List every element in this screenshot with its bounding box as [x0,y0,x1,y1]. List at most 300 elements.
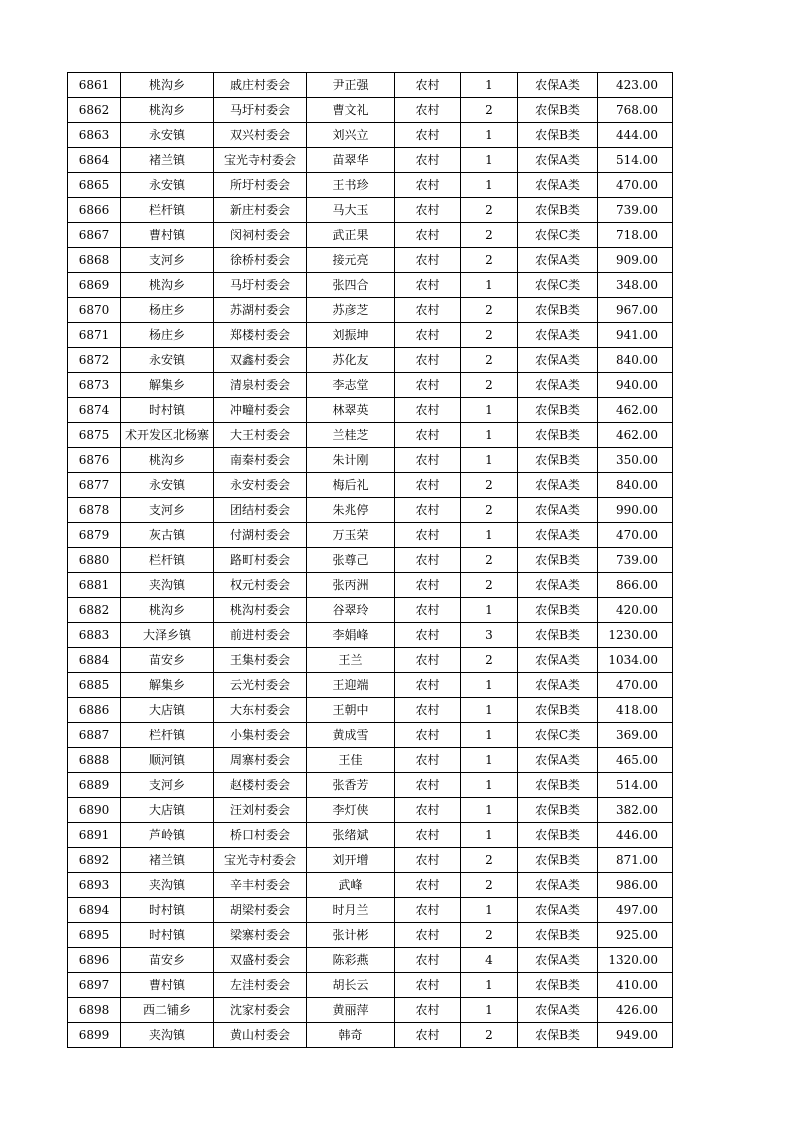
persons-count-cell: 4 [461,948,518,973]
name-cell: 张尊己 [307,548,395,573]
table-row [68,798,673,823]
township-cell: 支河乡 [121,498,214,523]
insurance-category-cell: 农保B类 [518,798,598,823]
persons-count-cell: 2 [461,473,518,498]
persons-count-cell: 1 [461,123,518,148]
amount-cell: 444.00 [598,123,673,148]
insurance-category-cell: 农保B类 [518,98,598,123]
household-type-cell: 农村 [395,523,461,548]
table-row [68,1023,673,1048]
household-type-cell: 农村 [395,498,461,523]
table-row [68,423,673,448]
insurance-category-cell: 农保B类 [518,123,598,148]
amount-cell: 871.00 [598,848,673,873]
persons-count-cell: 2 [461,573,518,598]
household-type-cell: 农村 [395,298,461,323]
row-number-cell: 6878 [68,498,121,523]
persons-count-cell: 1 [461,673,518,698]
insurance-category-cell: 农保B类 [518,698,598,723]
amount-cell: 462.00 [598,398,673,423]
row-number-cell: 6877 [68,473,121,498]
village-committee-cell: 苏湖村委会 [214,298,307,323]
amount-cell: 986.00 [598,873,673,898]
name-cell: 谷翠玲 [307,598,395,623]
table-row [68,398,673,423]
household-type-cell: 农村 [395,123,461,148]
insurance-category-cell: 农保B类 [518,423,598,448]
name-cell: 刘兴立 [307,123,395,148]
insurance-category-cell: 农保A类 [518,173,598,198]
persons-count-cell: 1 [461,598,518,623]
persons-count-cell: 2 [461,923,518,948]
row-number-cell: 6872 [68,348,121,373]
amount-cell: 1320.00 [598,948,673,973]
village-committee-cell: 戚庄村委会 [214,73,307,98]
amount-cell: 925.00 [598,923,673,948]
table-row [68,848,673,873]
row-number-cell: 6895 [68,923,121,948]
amount-cell: 949.00 [598,1023,673,1048]
village-committee-cell: 沈家村委会 [214,998,307,1023]
table-row [68,73,673,98]
insurance-category-cell: 农保B类 [518,598,598,623]
table-row [68,898,673,923]
village-committee-cell: 云光村委会 [214,673,307,698]
village-committee-cell: 清泉村委会 [214,373,307,398]
township-cell: 解集乡 [121,673,214,698]
village-committee-cell: 左洼村委会 [214,973,307,998]
persons-count-cell: 1 [461,423,518,448]
table-row [68,823,673,848]
village-committee-cell: 马圩村委会 [214,273,307,298]
amount-cell: 1034.00 [598,648,673,673]
table-row [68,473,673,498]
table-row [68,323,673,348]
village-committee-cell: 双盛村委会 [214,948,307,973]
township-cell: 顺河镇 [121,748,214,773]
amount-cell: 967.00 [598,298,673,323]
township-cell: 解集乡 [121,373,214,398]
household-type-cell: 农村 [395,798,461,823]
insurance-category-cell: 农保A类 [518,673,598,698]
persons-count-cell: 1 [461,998,518,1023]
household-type-cell: 农村 [395,173,461,198]
row-number-cell: 6873 [68,373,121,398]
table-row [68,673,673,698]
township-cell: 褚兰镇 [121,148,214,173]
persons-count-cell: 1 [461,823,518,848]
row-number-cell: 6893 [68,873,121,898]
household-type-cell: 农村 [395,623,461,648]
insurance-category-cell: 农保A类 [518,73,598,98]
row-number-cell: 6876 [68,448,121,473]
insurance-category-cell: 农保B类 [518,1023,598,1048]
household-type-cell: 农村 [395,848,461,873]
household-type-cell: 农村 [395,923,461,948]
township-cell: 桃沟乡 [121,598,214,623]
name-cell: 李娟峰 [307,623,395,648]
persons-count-cell: 2 [461,198,518,223]
table-row [68,873,673,898]
township-cell: 曹村镇 [121,973,214,998]
township-cell: 褚兰镇 [121,848,214,873]
name-cell: 王迎端 [307,673,395,698]
table-row [68,373,673,398]
table-row [68,923,673,948]
row-number-cell: 6868 [68,248,121,273]
insurance-category-cell: 农保A类 [518,648,598,673]
insurance-category-cell: 农保B类 [518,823,598,848]
row-number-cell: 6899 [68,1023,121,1048]
township-cell: 支河乡 [121,248,214,273]
persons-count-cell: 1 [461,748,518,773]
row-number-cell: 6897 [68,973,121,998]
township-cell: 时村镇 [121,923,214,948]
name-cell: 曹文礼 [307,98,395,123]
household-type-cell: 农村 [395,198,461,223]
village-committee-cell: 宝光寺村委会 [214,848,307,873]
amount-cell: 465.00 [598,748,673,773]
name-cell: 张丙洲 [307,573,395,598]
township-cell: 术开发区北杨寨 [121,423,214,448]
insurance-category-cell: 农保A类 [518,498,598,523]
name-cell: 林翠英 [307,398,395,423]
village-committee-cell: 双兴村委会 [214,123,307,148]
row-number-cell: 6863 [68,123,121,148]
amount-cell: 497.00 [598,898,673,923]
village-committee-cell: 汪刘村委会 [214,798,307,823]
row-number-cell: 6883 [68,623,121,648]
amount-cell: 866.00 [598,573,673,598]
table-row [68,548,673,573]
persons-count-cell: 1 [461,898,518,923]
village-committee-cell: 大王村委会 [214,423,307,448]
name-cell: 李灯侠 [307,798,395,823]
table-row [68,598,673,623]
name-cell: 刘振坤 [307,323,395,348]
village-committee-cell: 永安村委会 [214,473,307,498]
township-cell: 夹沟镇 [121,573,214,598]
township-cell: 杨庄乡 [121,323,214,348]
insurance-category-cell: 农保C类 [518,723,598,748]
township-cell: 时村镇 [121,398,214,423]
name-cell: 梅后礼 [307,473,395,498]
row-number-cell: 6874 [68,398,121,423]
amount-cell: 941.00 [598,323,673,348]
township-cell: 永安镇 [121,473,214,498]
insurance-category-cell: 农保B类 [518,973,598,998]
name-cell: 王兰 [307,648,395,673]
name-cell: 张四合 [307,273,395,298]
name-cell: 时月兰 [307,898,395,923]
table-row [68,198,673,223]
row-number-cell: 6891 [68,823,121,848]
amount-cell: 514.00 [598,773,673,798]
amount-cell: 350.00 [598,448,673,473]
insurance-category-cell: 农保B类 [518,848,598,873]
amount-cell: 420.00 [598,598,673,623]
name-cell: 张香芳 [307,773,395,798]
household-type-cell: 农村 [395,773,461,798]
insurance-category-cell: 农保A类 [518,473,598,498]
village-committee-cell: 闵祠村委会 [214,223,307,248]
persons-count-cell: 1 [461,173,518,198]
row-number-cell: 6879 [68,523,121,548]
table-row [68,498,673,523]
township-cell: 时村镇 [121,898,214,923]
table-row [68,748,673,773]
township-cell: 大店镇 [121,698,214,723]
insurance-category-cell: 农保A类 [518,998,598,1023]
village-committee-cell: 桥口村委会 [214,823,307,848]
row-number-cell: 6865 [68,173,121,198]
amount-cell: 718.00 [598,223,673,248]
name-cell: 刘开增 [307,848,395,873]
household-type-cell: 农村 [395,723,461,748]
row-number-cell: 6898 [68,998,121,1023]
persons-count-cell: 1 [461,448,518,473]
household-type-cell: 农村 [395,548,461,573]
row-number-cell: 6880 [68,548,121,573]
amount-cell: 990.00 [598,498,673,523]
persons-count-cell: 1 [461,523,518,548]
township-cell: 永安镇 [121,173,214,198]
insurance-category-cell: 农保B类 [518,448,598,473]
table-row [68,448,673,473]
household-type-cell: 农村 [395,273,461,298]
township-cell: 桃沟乡 [121,273,214,298]
row-number-cell: 6864 [68,148,121,173]
township-cell: 苗安乡 [121,948,214,973]
insurance-category-cell: 农保A类 [518,898,598,923]
township-cell: 永安镇 [121,348,214,373]
insurance-category-cell: 农保C类 [518,223,598,248]
household-type-cell: 农村 [395,148,461,173]
persons-count-cell: 2 [461,373,518,398]
row-number-cell: 6875 [68,423,121,448]
table-body [68,73,673,1048]
village-committee-cell: 团结村委会 [214,498,307,523]
household-type-cell: 农村 [395,748,461,773]
village-committee-cell: 郑楼村委会 [214,323,307,348]
village-committee-cell: 黄山村委会 [214,1023,307,1048]
household-type-cell: 农村 [395,873,461,898]
insurance-category-cell: 农保A类 [518,748,598,773]
township-cell: 栏杆镇 [121,548,214,573]
household-type-cell: 农村 [395,323,461,348]
insurance-category-cell: 农保A类 [518,573,598,598]
row-number-cell: 6892 [68,848,121,873]
name-cell: 王朝中 [307,698,395,723]
village-committee-cell: 付湖村委会 [214,523,307,548]
household-type-cell: 农村 [395,448,461,473]
table-row [68,223,673,248]
township-cell: 灰古镇 [121,523,214,548]
insurance-category-cell: 农保B类 [518,398,598,423]
household-type-cell: 农村 [395,73,461,98]
row-number-cell: 6887 [68,723,121,748]
insurance-category-cell: 农保A类 [518,323,598,348]
insurance-category-cell: 农保C类 [518,273,598,298]
persons-count-cell: 1 [461,273,518,298]
township-cell: 大泽乡镇 [121,623,214,648]
amount-cell: 470.00 [598,673,673,698]
name-cell: 兰桂芝 [307,423,395,448]
persons-count-cell: 1 [461,973,518,998]
amount-cell: 1230.00 [598,623,673,648]
household-type-cell: 农村 [395,673,461,698]
amount-cell: 909.00 [598,248,673,273]
persons-count-cell: 1 [461,73,518,98]
name-cell: 武正果 [307,223,395,248]
amount-cell: 739.00 [598,548,673,573]
table-row [68,948,673,973]
row-number-cell: 6885 [68,673,121,698]
village-committee-cell: 辛丰村委会 [214,873,307,898]
village-committee-cell: 大东村委会 [214,698,307,723]
village-committee-cell: 梁寨村委会 [214,923,307,948]
township-cell: 大店镇 [121,798,214,823]
village-committee-cell: 胡梁村委会 [214,898,307,923]
row-number-cell: 6871 [68,323,121,348]
persons-count-cell: 2 [461,648,518,673]
table-row [68,173,673,198]
table-row [68,623,673,648]
insurance-category-cell: 农保B类 [518,548,598,573]
row-number-cell: 6882 [68,598,121,623]
township-cell: 芦岭镇 [121,823,214,848]
amount-cell: 410.00 [598,973,673,998]
household-type-cell: 农村 [395,823,461,848]
insurance-category-cell: 农保A类 [518,148,598,173]
village-committee-cell: 王集村委会 [214,648,307,673]
township-cell: 西二铺乡 [121,998,214,1023]
township-cell: 夹沟镇 [121,1023,214,1048]
row-number-cell: 6861 [68,73,121,98]
row-number-cell: 6888 [68,748,121,773]
household-type-cell: 农村 [395,898,461,923]
row-number-cell: 6869 [68,273,121,298]
table-row [68,523,673,548]
name-cell: 接元亮 [307,248,395,273]
table-row [68,348,673,373]
insurance-category-cell: 农保A类 [518,523,598,548]
persons-count-cell: 2 [461,848,518,873]
row-number-cell: 6881 [68,573,121,598]
name-cell: 陈彩燕 [307,948,395,973]
household-type-cell: 农村 [395,948,461,973]
township-cell: 栏杆镇 [121,723,214,748]
name-cell: 王佳 [307,748,395,773]
persons-count-cell: 2 [461,548,518,573]
name-cell: 尹正强 [307,73,395,98]
persons-count-cell: 1 [461,148,518,173]
township-cell: 苗安乡 [121,648,214,673]
name-cell: 武峰 [307,873,395,898]
township-cell: 支河乡 [121,773,214,798]
amount-cell: 840.00 [598,473,673,498]
insurance-category-cell: 农保B类 [518,623,598,648]
persons-count-cell: 2 [461,98,518,123]
table-row [68,698,673,723]
persons-count-cell: 2 [461,348,518,373]
household-type-cell: 农村 [395,398,461,423]
village-committee-cell: 赵楼村委会 [214,773,307,798]
persons-count-cell: 2 [461,873,518,898]
household-type-cell: 农村 [395,648,461,673]
table-row [68,723,673,748]
insurance-category-cell: 农保B类 [518,773,598,798]
name-cell: 张计彬 [307,923,395,948]
insurance-category-cell: 农保B类 [518,198,598,223]
table-row [68,648,673,673]
household-type-cell: 农村 [395,573,461,598]
insurance-category-cell: 农保A类 [518,373,598,398]
table-row [68,298,673,323]
village-committee-cell: 权元村委会 [214,573,307,598]
township-cell: 曹村镇 [121,223,214,248]
village-committee-cell: 双鑫村委会 [214,348,307,373]
persons-count-cell: 3 [461,623,518,648]
row-number-cell: 6884 [68,648,121,673]
name-cell: 苏化友 [307,348,395,373]
household-type-cell: 农村 [395,998,461,1023]
insurance-category-cell: 农保B类 [518,923,598,948]
household-type-cell: 农村 [395,973,461,998]
household-type-cell: 农村 [395,223,461,248]
beneficiary-table [67,72,673,1048]
township-cell: 桃沟乡 [121,448,214,473]
amount-cell: 470.00 [598,173,673,198]
name-cell: 李志堂 [307,373,395,398]
row-number-cell: 6867 [68,223,121,248]
village-committee-cell: 南秦村委会 [214,448,307,473]
village-committee-cell: 冲疃村委会 [214,398,307,423]
village-committee-cell: 周寨村委会 [214,748,307,773]
table-row [68,148,673,173]
insurance-category-cell: 农保A类 [518,873,598,898]
insurance-category-cell: 农保B类 [518,298,598,323]
row-number-cell: 6866 [68,198,121,223]
township-cell: 栏杆镇 [121,198,214,223]
insurance-category-cell: 农保A类 [518,948,598,973]
name-cell: 朱计刚 [307,448,395,473]
insurance-category-cell: 农保A类 [518,348,598,373]
name-cell: 黄成雪 [307,723,395,748]
village-committee-cell: 桃沟村委会 [214,598,307,623]
row-number-cell: 6886 [68,698,121,723]
amount-cell: 348.00 [598,273,673,298]
name-cell: 苗翠华 [307,148,395,173]
persons-count-cell: 2 [461,248,518,273]
persons-count-cell: 2 [461,323,518,348]
amount-cell: 418.00 [598,698,673,723]
row-number-cell: 6889 [68,773,121,798]
persons-count-cell: 1 [461,698,518,723]
name-cell: 朱兆停 [307,498,395,523]
persons-count-cell: 1 [461,723,518,748]
household-type-cell: 农村 [395,698,461,723]
table-row [68,123,673,148]
township-cell: 杨庄乡 [121,298,214,323]
household-type-cell: 农村 [395,473,461,498]
row-number-cell: 6894 [68,898,121,923]
name-cell: 苏彦芝 [307,298,395,323]
amount-cell: 369.00 [598,723,673,748]
persons-count-cell: 1 [461,773,518,798]
amount-cell: 470.00 [598,523,673,548]
amount-cell: 462.00 [598,423,673,448]
